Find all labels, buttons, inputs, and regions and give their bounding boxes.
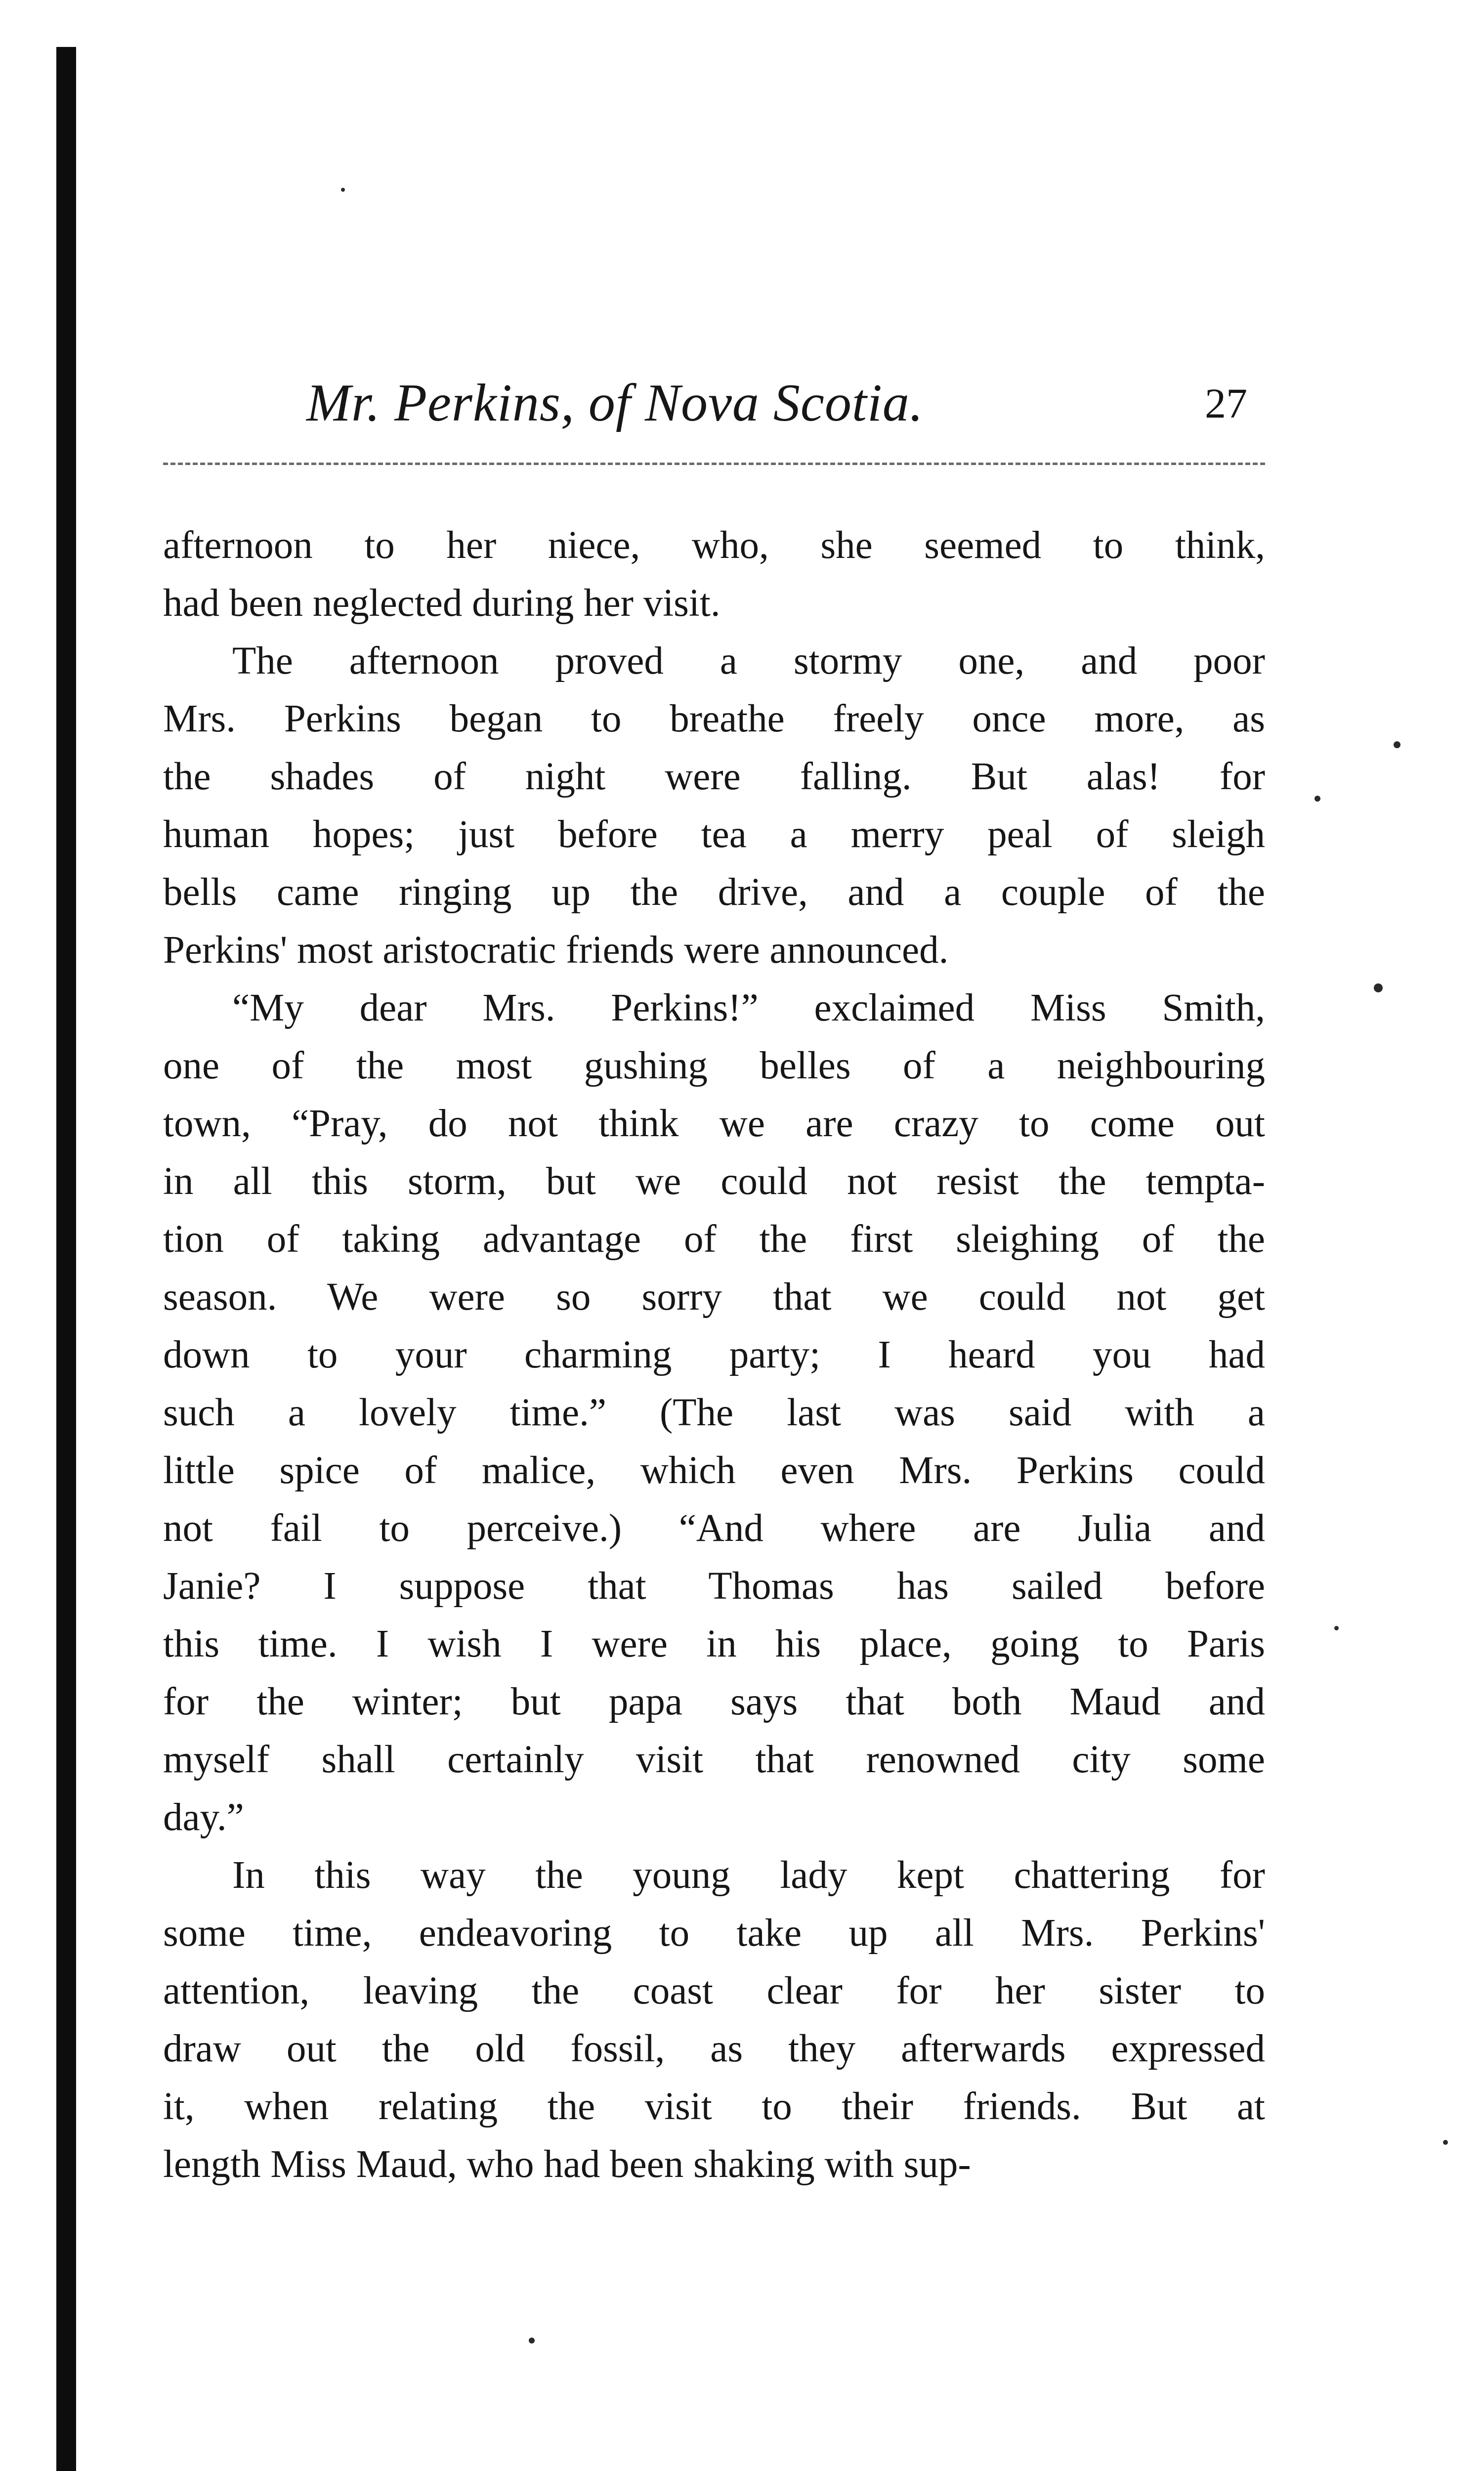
scan-speck [1394,741,1400,748]
paragraph [163,1846,1265,2193]
text-line: length Miss Maud, who had been shaking with sup- [163,2143,971,2186]
text-line: day.” [163,1796,244,1839]
text-line: season. We were so sorry that we could not get [163,1276,1265,1319]
paragraph [163,979,1265,1846]
text-line: attention, leaving the coast clear for her sister to [163,1969,1265,2012]
text-line: bells came ringing up the drive, and a couple of the [163,871,1265,914]
text-line: tion of taking advantage of the first sleighing of the [163,1218,1265,1261]
text-line: The afternoon proved a stormy one, and poor [232,639,1265,682]
text-line: had been neglected during her visit. [163,582,721,625]
text-line: it, when relating the visit to their friends. But at [163,2085,1265,2128]
scan-speck [1374,983,1383,992]
running-head [163,374,1265,433]
text-line: myself shall certainly visit that renowned city some [163,1738,1265,1781]
text-line: Mrs. Perkins began to breathe freely once more, as [163,697,1265,740]
scan-speck [529,2338,535,2343]
text-line: afternoon to her niece, who, she seemed to think, [163,524,1265,567]
scan-noise-strip [79,2464,1484,2471]
text-line: town, “Pray, do not think we are crazy to come out [163,1102,1265,1145]
book-page [163,0,1265,2471]
scan-speck [1314,796,1320,802]
body-text [163,516,1265,2193]
page-number: 27 [1205,380,1247,427]
scan-speck [341,188,345,192]
text-line: “My dear Mrs. Perkins!” exclaimed Miss Smith, [232,986,1265,1029]
text-line: little spice of malice, which even Mrs. Perkins could [163,1449,1265,1492]
scan-speck [1443,2140,1448,2145]
text-line: this time. I wish I were in his place, going to Paris [163,1622,1265,1665]
text-line: such a lovely time.” (The last was said with a [163,1391,1265,1434]
text-line: one of the most gushing belles of a neighbouring [163,1044,1265,1087]
text-line: the shades of night were falling. But alas! for [163,755,1265,798]
text-line: down to your charming party; I heard you had [163,1333,1265,1376]
text-line: for the winter; but papa says that both Maud and [163,1680,1265,1723]
text-line: Janie? I suppose that Thomas has sailed before [163,1565,1265,1608]
text-line: in all this storm, but we could not resist the tempta- [163,1160,1265,1203]
text-line: human hopes; just before tea a merry peal of sleigh [163,813,1265,856]
text-line: some time, endeavoring to take up all Mrs. Perkins' [163,1912,1265,1955]
text-line: draw out the old fossil, as they afterwards expressed [163,2027,1265,2070]
running-title: Mr. Perkins, of Nova Scotia. [306,374,924,432]
header-rule [163,463,1265,465]
page-binding-edge [56,47,76,2471]
paragraph [163,632,1265,979]
paragraph [163,516,1265,632]
scan-speck [1334,1626,1339,1630]
text-line: not fail to perceive.) “And where are Julia and [163,1507,1265,1550]
text-line: In this way the young lady kept chattering for [232,1854,1265,1897]
text-line: Perkins' most aristocratic friends were announced. [163,929,949,972]
